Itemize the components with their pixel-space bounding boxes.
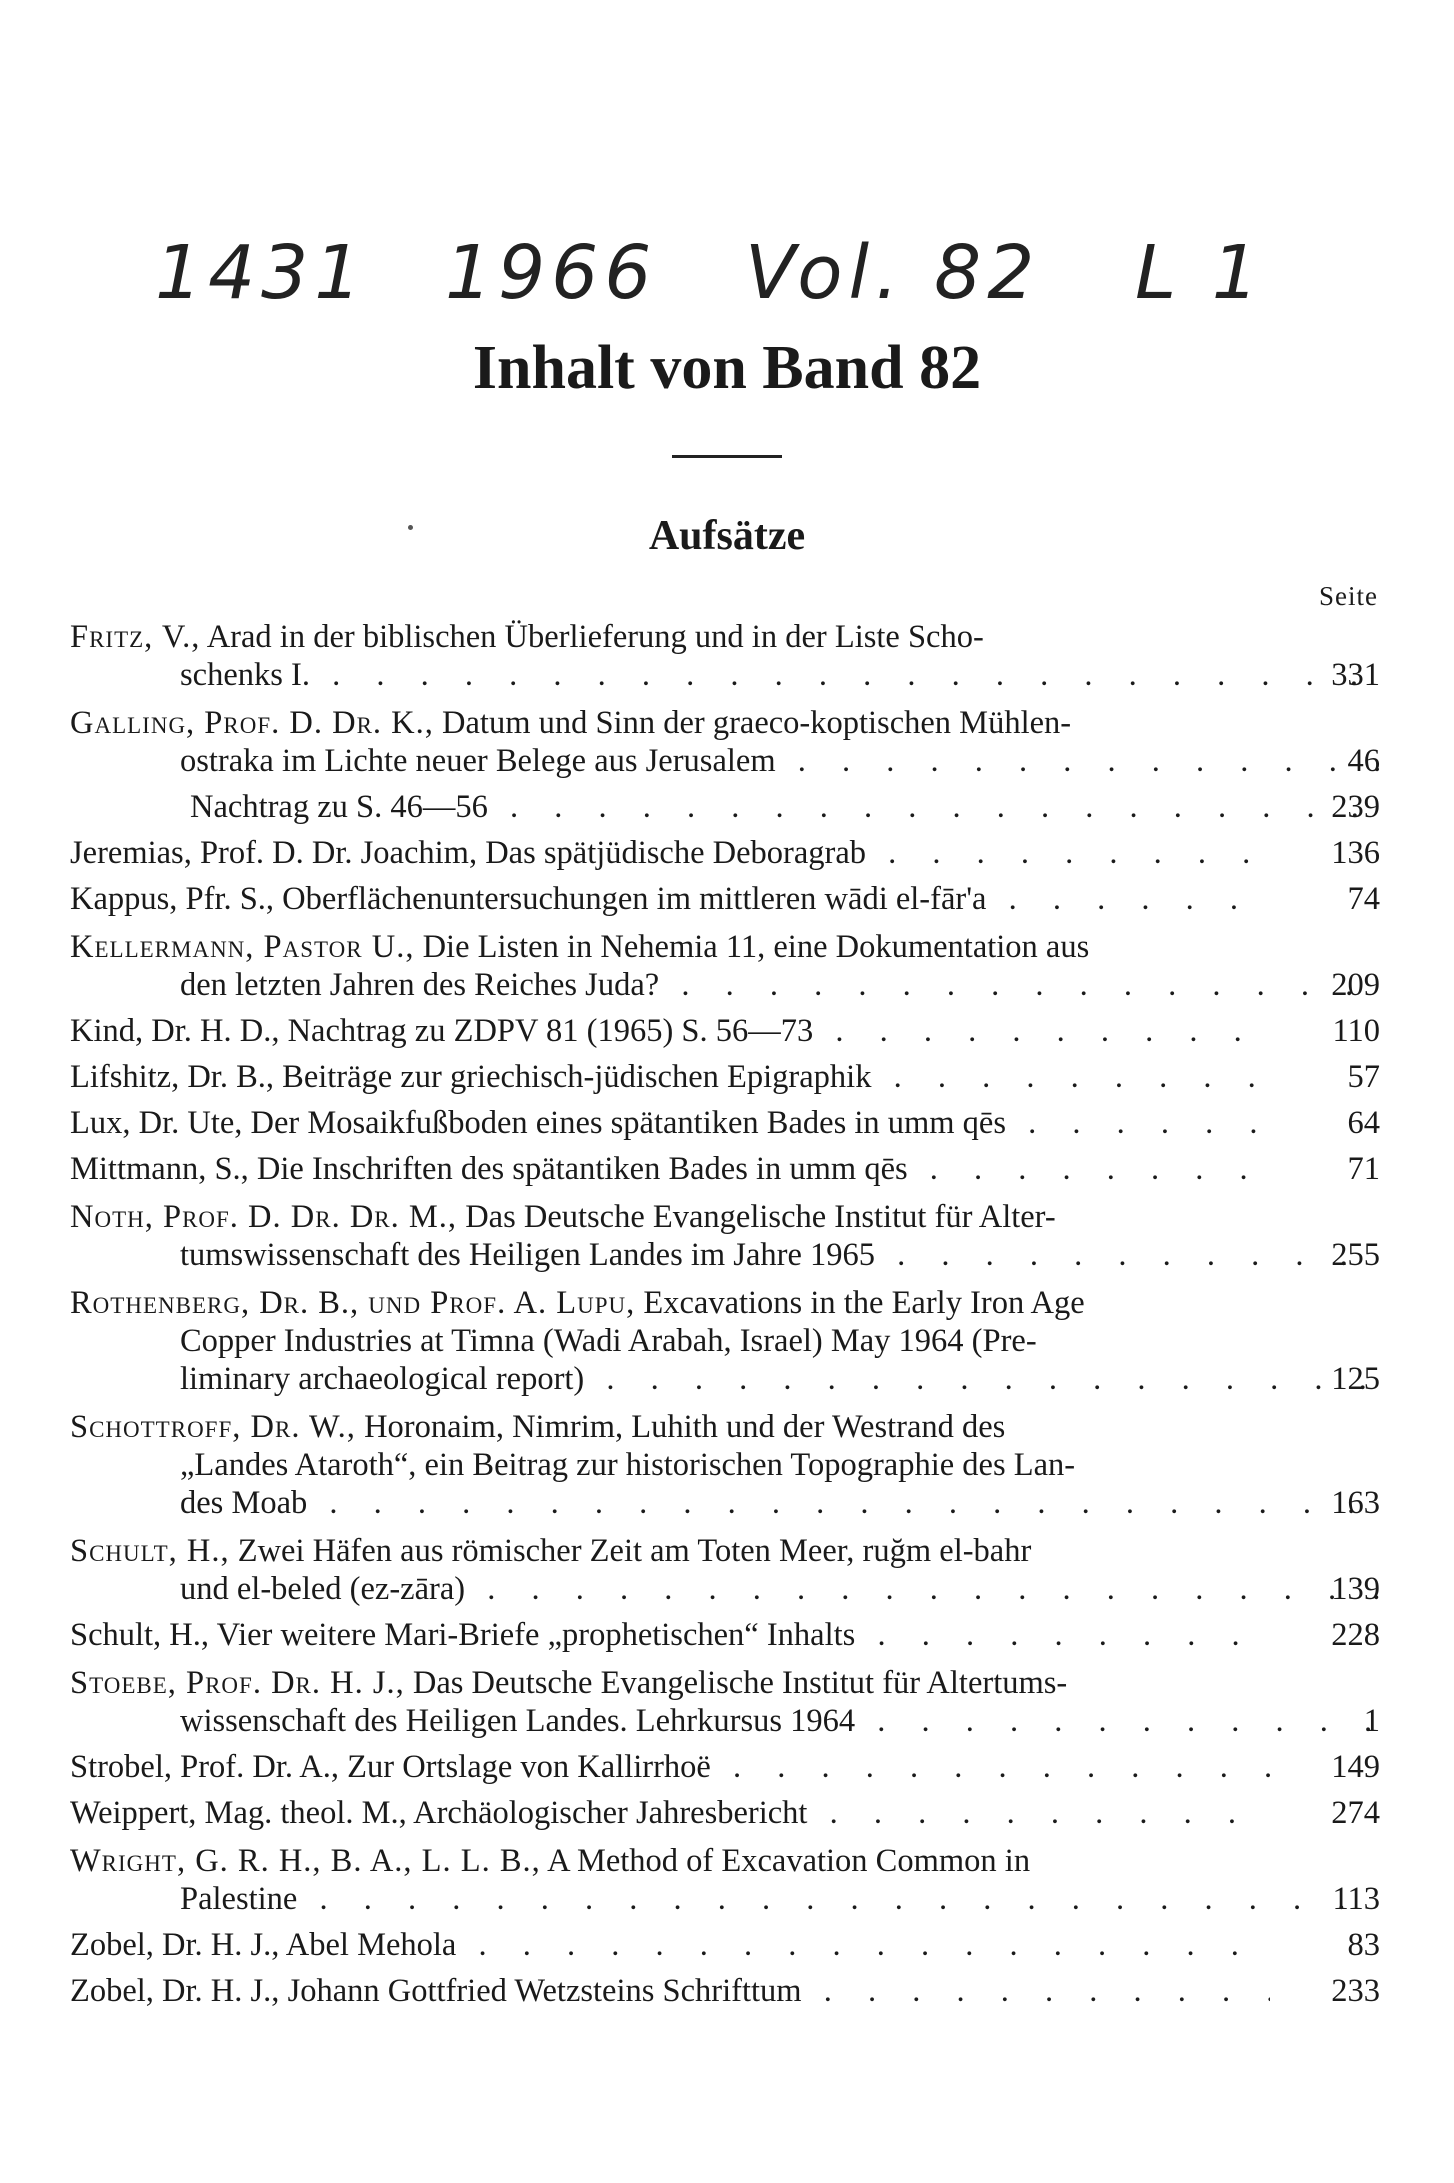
entry-title — [70, 1927, 1270, 1963]
entry-page-number: 233 — [1331, 1973, 1380, 2009]
entry-author: Wright, G. R. H., B. A., L. L. B., — [70, 1843, 541, 1879]
entry-page-number: 274 — [1331, 1795, 1380, 1831]
toc-entry — [70, 880, 1380, 918]
entry-title-text: Das Deutsche Evangelische Institut für Altertums- — [404, 1665, 1068, 1701]
entry-title-text: tumswissenschaft des Heiligen Landes im Jahre 1965 . . . — [180, 1237, 1380, 1273]
entry-title — [70, 1973, 1270, 2009]
entry-page-number: 331 — [1331, 657, 1380, 693]
entry-last-line — [70, 1794, 1270, 1832]
entry-last-line — [70, 1972, 1270, 2010]
entry-title — [70, 1151, 1270, 1187]
section-heading: Aufsätze — [648, 513, 806, 559]
handwritten-annotation-volume: Vol. 82 — [745, 230, 1041, 316]
handwritten-annotation-number: 1431 — [155, 230, 368, 316]
entry-title — [70, 1749, 1270, 1785]
entry-last-line — [70, 1702, 1380, 1740]
toc-entry — [70, 1748, 1380, 1786]
entry-author: Rothenberg, Dr. B., und Prof. A. Lupu, — [70, 1285, 636, 1321]
entry-title-text: Archäologischer Jahresbericht — [406, 1795, 808, 1831]
entry-last-line — [70, 1748, 1270, 1786]
entry-author: Fritz, V., — [70, 619, 201, 655]
entry-title-text: ostraka im Lichte neuer Belege aus Jerusalem . . . — [180, 743, 1380, 779]
page-column-label: Seite — [1319, 581, 1378, 611]
entry-first-line — [70, 1408, 1270, 1446]
entry-title: Nachtrag zu S. 46—56 . . . — [190, 789, 1390, 825]
entry-first-line — [70, 1284, 1270, 1322]
toc-entry — [70, 1284, 1380, 1398]
entry-middle-line: „Landes Ataroth“, ein Beitrag zur historischen Topographie des Lan- — [180, 1447, 1076, 1483]
entry-author: Schottroff, Dr. W., — [70, 1409, 356, 1445]
toc-entry — [70, 1842, 1380, 1918]
entry-title — [70, 1013, 1270, 1049]
entry-title-text: des Moab . . . — [180, 1485, 1380, 1521]
entry-page-number: 46 — [1347, 743, 1380, 779]
entry-title — [70, 835, 1270, 871]
entry-title-text: Palestine . . . — [180, 1881, 1380, 1917]
entry-title-text: Die Inschriften des spätantiken Bades in umm qēs — [248, 1151, 908, 1187]
entry-page-number: 239 — [1331, 789, 1380, 825]
entry-page-number: 125 — [1331, 1361, 1380, 1397]
entry-page-number: 57 — [1347, 1059, 1380, 1095]
toc-entry — [70, 1616, 1380, 1654]
entry-title-text: Vier weitere Mari-Briefe „prophetischen“ Inhalts — [209, 1617, 856, 1653]
entry-first-line — [70, 928, 1270, 966]
entry-title-text: Datum und Sinn der graeco-koptischen Mühlen- — [433, 705, 1072, 741]
entry-title-text: Oberflächenuntersuchungen im mittleren wādi el-fār'a — [274, 881, 987, 917]
toc-entry — [70, 1058, 1380, 1096]
toc-entry — [70, 618, 1380, 694]
entry-author: Zobel, Dr. H. J., — [70, 1973, 280, 2009]
toc-entry — [70, 1198, 1380, 1274]
entry-title-text: Johann Gottfried Wetzsteins Schrifttum — [279, 1973, 802, 2009]
entry-author: Noth, Prof. D. Dr. Dr. M., — [70, 1199, 458, 1235]
entry-last-line — [70, 1570, 1380, 1608]
toc-entry — [70, 1012, 1380, 1050]
entry-author: Lux, Dr. Ute, — [70, 1105, 243, 1141]
entry-title-text: Excavations in the Early Iron Age — [635, 1285, 1085, 1321]
entry-last-line — [70, 656, 1380, 694]
entry-title-text: Der Mosaikfußboden eines spätantiken Bades in umm qēs — [242, 1105, 1006, 1141]
entry-last-line — [70, 1150, 1270, 1188]
toc-entry — [70, 1794, 1380, 1832]
entry-last-line — [70, 834, 1270, 872]
entry-title-text: den letzten Jahren des Reiches Juda? . . . — [180, 967, 1380, 1003]
entry-last-line — [70, 1880, 1380, 1918]
entry-title-text: Beiträge zur griechisch-jüdischen Epigraphik — [274, 1059, 872, 1095]
handwritten-annotation-shelf: L 1 — [1135, 230, 1265, 316]
entry-title — [70, 1617, 1270, 1653]
toc-entry — [70, 1104, 1380, 1142]
toc-entry — [70, 1408, 1380, 1522]
entry-page-number: 139 — [1331, 1571, 1380, 1607]
entry-last-line — [70, 1616, 1270, 1654]
toc-entry — [70, 1664, 1380, 1740]
entry-title-text: Zur Ortslage von Kallirrhoë — [339, 1749, 711, 1785]
entry-author: Strobel, Prof. Dr. A., — [70, 1749, 340, 1785]
entry-author: Lifshitz, Dr. B., — [70, 1059, 275, 1095]
entry-page-number: 74 — [1347, 881, 1380, 917]
entry-first-line — [70, 1842, 1270, 1880]
entry-last-line — [70, 1104, 1270, 1142]
entry-author: Jeremias, Prof. D. Dr. Joachim, — [70, 835, 478, 871]
entry-page-number: 113 — [1332, 1881, 1380, 1917]
entry-author: Kappus, Pfr. S., — [70, 881, 275, 917]
toc-entry — [70, 1926, 1380, 1964]
toc-entry — [70, 788, 1380, 826]
entry-last-line — [70, 1926, 1270, 1964]
entry-title-text: A Method of Excavation Common in — [540, 1843, 1031, 1879]
entry-page-number: 71 — [1347, 1151, 1380, 1187]
entry-author: Weippert, Mag. theol. M., — [70, 1795, 407, 1831]
entry-first-line — [70, 618, 1270, 656]
entry-title — [70, 1105, 1270, 1141]
entry-last-line — [70, 966, 1380, 1004]
entry-title-text: Die Listen in Nehemia 11, eine Dokumentation aus — [414, 929, 1090, 965]
entry-title-text: Das Deutsche Evangelische Institut für Alter- — [457, 1199, 1056, 1235]
page-title: Inhalt von Band 82 — [472, 334, 982, 402]
entry-title-text: Zwei Häfen aus römischer Zeit am Toten Meer, ruğm el-bahr — [229, 1533, 1032, 1569]
entry-author: Schult, H., — [70, 1533, 230, 1569]
entry-title-text: Das spätjüdische Deboragrab — [477, 835, 867, 871]
entry-page-number: 228 — [1331, 1617, 1380, 1653]
entry-last-line — [70, 742, 1380, 780]
entry-title — [70, 1795, 1270, 1831]
entry-last-line — [70, 1058, 1270, 1096]
entry-page-number: 163 — [1331, 1485, 1380, 1521]
entry-title-text: und el-beled (ez-zāra) . . . — [180, 1571, 1380, 1607]
toc-entry — [70, 1150, 1380, 1188]
entry-last-line — [70, 1012, 1270, 1050]
entry-first-line — [70, 704, 1270, 742]
entry-author: Kind, Dr. H. D., — [70, 1013, 280, 1049]
entry-title — [70, 1059, 1270, 1095]
entry-title-text: Arad in der biblischen Überlieferung und in der Liste Scho- — [200, 619, 984, 655]
table-of-contents — [70, 612, 1380, 2010]
entry-title-text: Nachtrag zu ZDPV 81 (1965) S. 56—73 — [279, 1013, 814, 1049]
entry-first-line — [70, 1198, 1270, 1236]
toc-entry — [70, 928, 1380, 1004]
entry-first-line — [70, 1664, 1270, 1702]
entry-page-number: 83 — [1347, 1927, 1380, 1963]
entry-title-text: wissenschaft des Heiligen Landes. Lehrkursus 1964 . . . — [180, 1703, 1380, 1739]
entry-title — [70, 881, 1270, 917]
entry-last-line — [70, 1236, 1380, 1274]
entry-title-text: Abel Mehola — [279, 1927, 457, 1963]
entry-page-number: 64 — [1347, 1105, 1380, 1141]
entry-last-line — [70, 788, 1390, 826]
entry-page-number: 255 — [1331, 1237, 1380, 1273]
entry-page-number: 209 — [1331, 967, 1380, 1003]
entry-page-number: 1 — [1363, 1703, 1380, 1739]
entry-last-line — [70, 880, 1270, 918]
entry-first-line — [70, 1532, 1270, 1570]
toc-entry — [70, 834, 1380, 872]
entry-author: Mittmann, S., — [70, 1151, 249, 1187]
handwritten-annotation-year: 1966 — [445, 230, 658, 316]
title-divider — [672, 455, 782, 458]
entry-author: Stoebe, Prof. Dr. H. J., — [70, 1665, 405, 1701]
entry-last-line — [70, 1360, 1380, 1398]
entry-page-number: 136 — [1331, 835, 1380, 871]
toc-entry — [70, 704, 1380, 780]
entry-author: Schult, H., — [70, 1617, 210, 1653]
entry-title-text: schenks I. . . . — [180, 657, 1380, 693]
entry-title-text: liminary archaeological report) . . . — [180, 1361, 1380, 1397]
entry-page-number: 110 — [1332, 1013, 1380, 1049]
entry-middle-line: Copper Industries at Timna (Wadi Arabah, Israel) May 1964 (Pre- — [180, 1323, 1037, 1359]
entry-author: Galling, Prof. D. Dr. K., — [70, 705, 434, 741]
entry-title-text: Horonaim, Nimrim, Luhith und der Westrand des — [355, 1409, 1006, 1445]
toc-entry — [70, 1532, 1380, 1608]
entry-author: Zobel, Dr. H. J., — [70, 1927, 280, 1963]
toc-entry — [70, 1972, 1380, 2010]
entry-page-number: 149 — [1331, 1749, 1380, 1785]
entry-author: Kellermann, Pastor U., — [70, 929, 415, 965]
entry-last-line — [70, 1484, 1380, 1522]
